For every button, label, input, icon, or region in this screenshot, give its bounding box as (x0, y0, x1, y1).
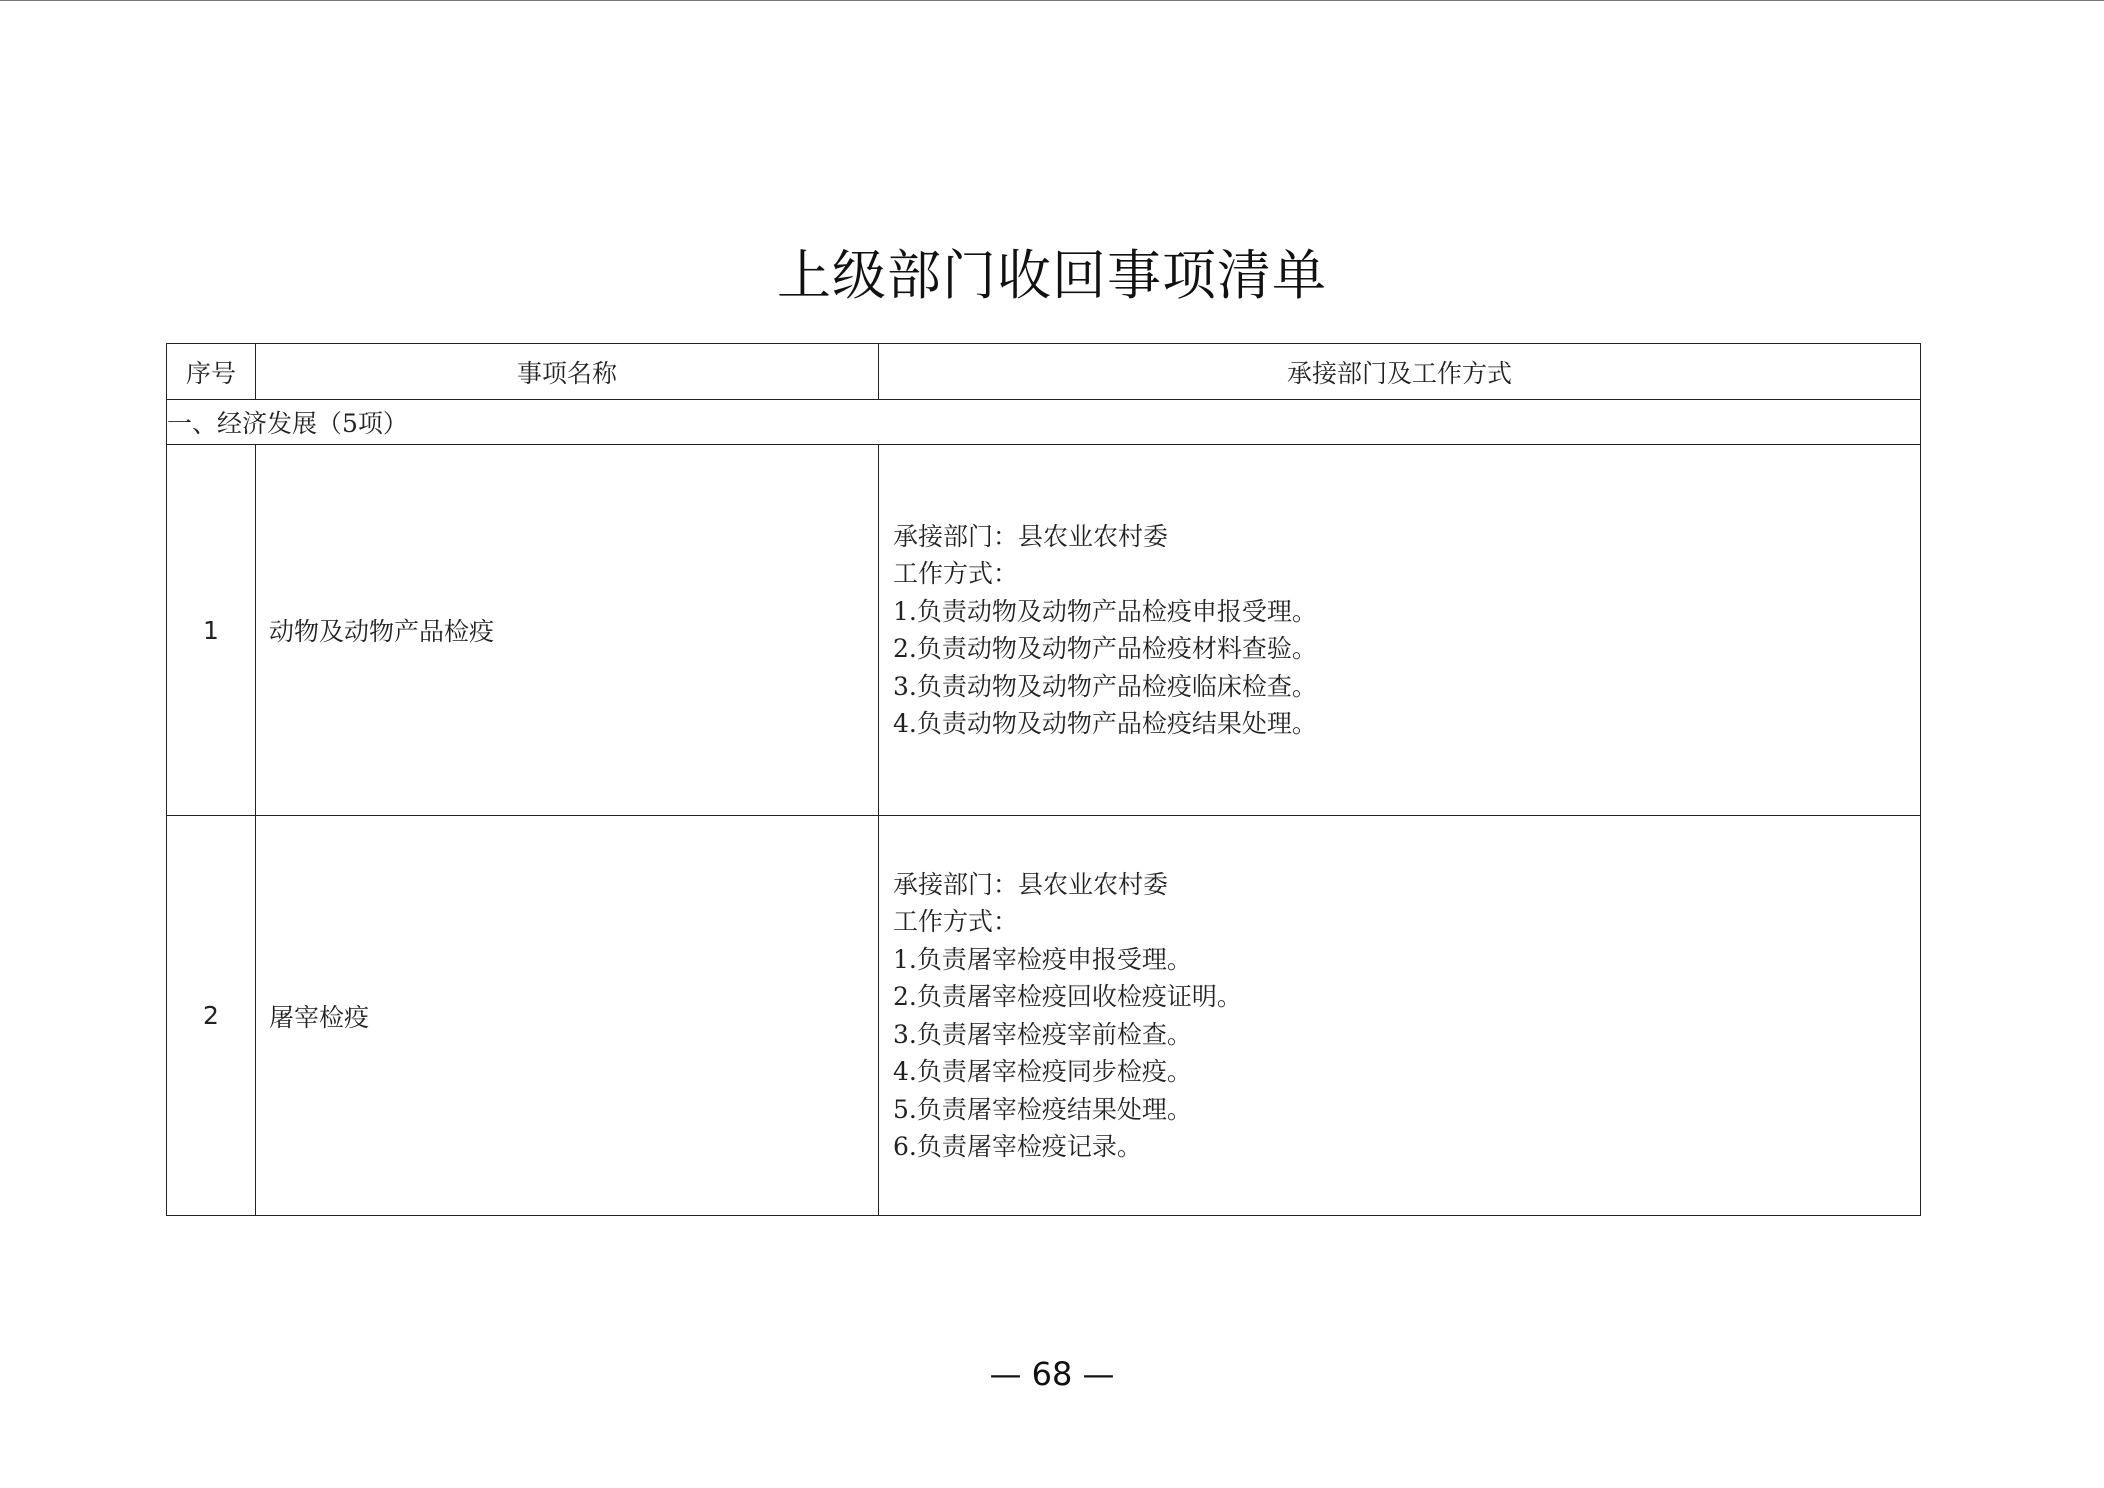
items-table (166, 343, 1921, 1216)
header-department-and-method: 承接部门及工作方式 (879, 344, 1921, 400)
table-row (167, 816, 1921, 1216)
dept-line: 1.负责屠宰检疫申报受理。 (893, 944, 1192, 974)
table-row (167, 445, 1921, 816)
section-row (167, 400, 1921, 445)
dept-line: 3.负责屠宰检疫宰前检查。 (893, 1019, 1192, 1049)
dept-line: 3.负责动物及动物产品检疫临床检查。 (893, 671, 1317, 701)
row-serial-number: 2 (167, 816, 256, 1216)
row-department-and-method (879, 445, 1921, 816)
document-title: 上级部门收回事项清单 (777, 244, 1327, 307)
table-header-row (167, 344, 1921, 400)
section-heading: 一、经济发展（5项） (167, 400, 1921, 445)
dept-line: 4.负责屠宰检疫同步检疫。 (893, 1057, 1192, 1086)
dept-line: 工作方式： (893, 907, 1019, 936)
dept-line: 4.负责动物及动物产品检疫结果处理。 (893, 709, 1317, 738)
dept-line: 工作方式： (893, 559, 1019, 588)
page-top-border (0, 0, 2104, 1)
dept-line: 2.负责屠宰检疫回收检疫证明。 (893, 982, 1242, 1011)
dept-line: 5.负责屠宰检疫结果处理。 (893, 1094, 1192, 1124)
page-number: — 68 — (989, 1355, 1115, 1393)
dept-line: 1.负责动物及动物产品检疫申报受理。 (893, 596, 1317, 626)
row-item-name: 屠宰检疫 (256, 816, 879, 1216)
dept-line: 2.负责动物及动物产品检疫材料查验。 (893, 634, 1317, 663)
dept-line: 6.负责屠宰检疫记录。 (893, 1132, 1142, 1161)
row-item-name: 动物及动物产品检疫 (256, 445, 879, 816)
row-department-and-method (879, 816, 1921, 1216)
dept-line: 承接部门：县农业农村委 (893, 521, 1169, 551)
header-serial-number: 序号 (167, 344, 256, 400)
header-item-name: 事项名称 (256, 344, 879, 400)
dept-line: 承接部门：县农业农村委 (893, 869, 1169, 899)
row-serial-number: 1 (167, 445, 256, 816)
